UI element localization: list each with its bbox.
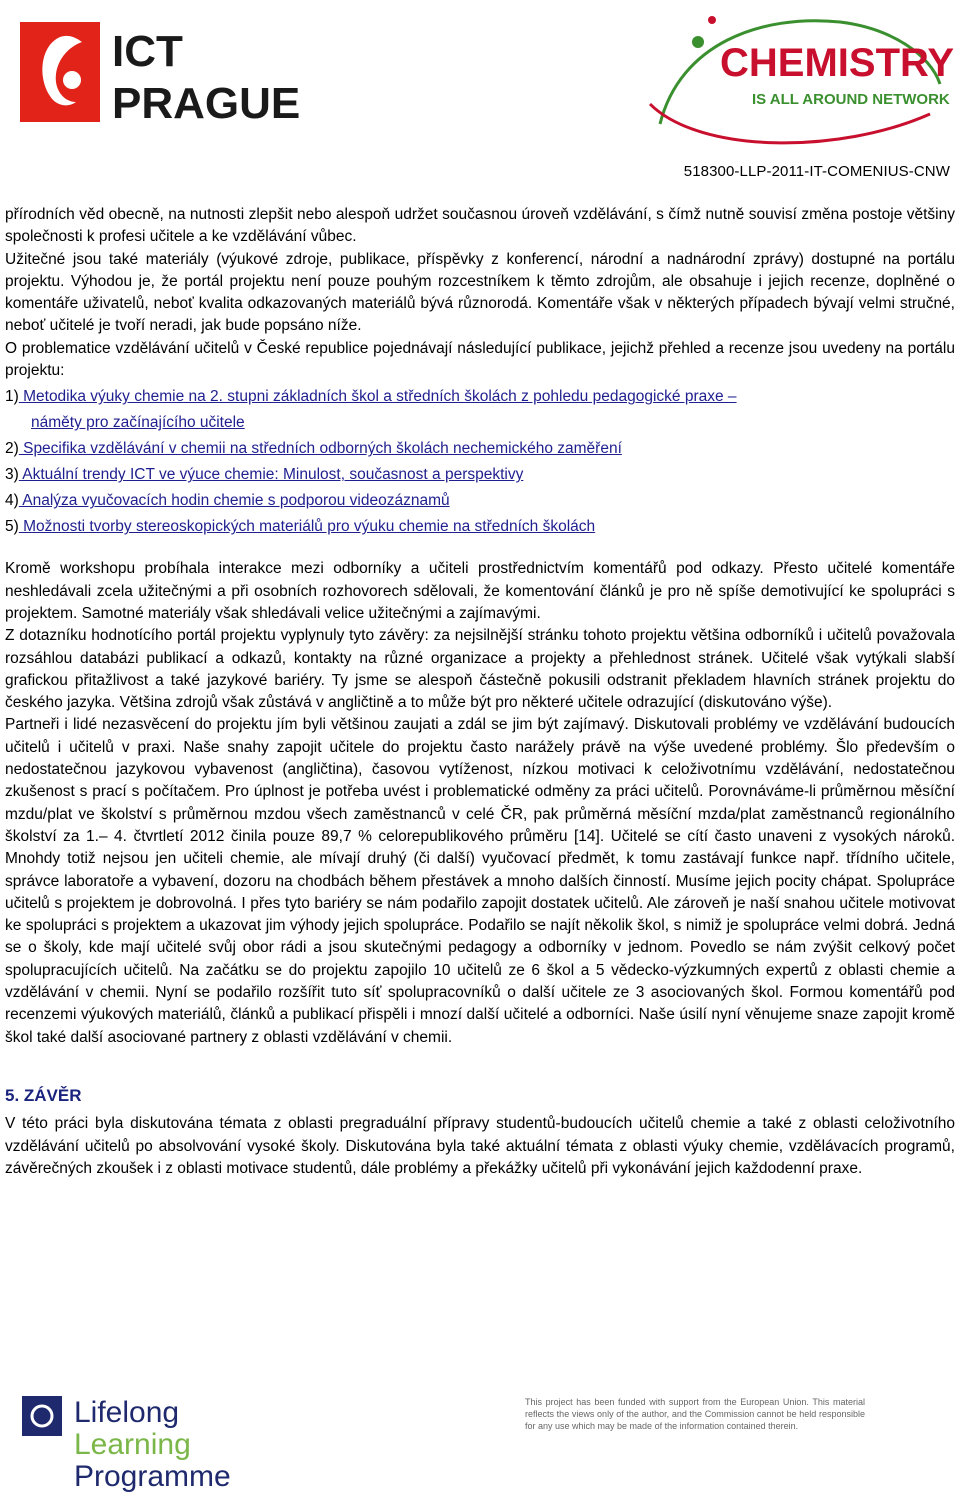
list-item — [5, 462, 955, 488]
paragraph-6: Partneři i lidé nezasvěcení do projektu jím byli většinou zaujati a zdál se jim být zajímavý. Diskutovali problémy ve vzdělávání budoucích učitelů i učitelů v praxi. Naše snahy zapojit učitele do projektu často narážely právě na výše uvedené problémy. Šlo především o nedostatečnou jazykovou vybavenost (angličtina), časovou vytíženost, nízkou motivaci k celoživotnímu vzdělávání, nedostatečnou zkušenost s prací s počítačem. Pro úplnost je potřeba uvést i problematické odměny za práci učitelů. Porovnáváme-li průměrnou měsíční mzdu/plat ve školství s průměrnou mzdou všech zaměstnanců v celé ČR, pak průměrná měsíční mzda/plat zaměstnanců regionálního školství za 1.– 4. čtvrtletí 2012 činila pouze 89,7 % celorepublikového průměru [14]. Učitelé se cítí často unaveni z vysokých nároků. Mnohdy totiž nejsou jen učiteli chemie, ale mívají druhý (či další) vyučovací předmět, k tomu zastávají funkce např. třídního učitele, správce laboratoře a vybavení, dozoru na chodbách během přestávek a mnoho dalších činností. Musíme jejich pocity chápat. Spolupráce učitelů s projektem je dobrovolná. I přes tyto bariéry se nám podařilo zapojit dostatek učitelů. Ale zároveň je naší snahou učitele motivovat ke spolupráci s projektem a ukazovat jim výhody jejich spolupráce. Podařilo se najít několik škol, s nimiž je spolupráce velmi dobrá. Jedná se o školy, kde mají učitelé svůj obor rádi a jsou skutečnými pedagogy a odborníky v jednom. Povedlo se nám zvýšit celkový počet spolupracujících učitelů. Na začátku se do projektu zapojilo 10 učitelů ze 6 škol a 5 vědecko-výzkumných expertů z oblasti chemie a vzdělávání v chemii. Nyní se podařilo rozšířit tuto síť spolupracovníků o další učitele ze 3 asociovaných škol. Formou komentářů pod recenzemi výukových materiálů, článků a publikací přispěli i mnozí další učitelé a odborníci. Naše úsilí nyní věnujeme snaze zapojit kromě škol také další asociované partnery z oblasti vzdělávání v chemii. — [5, 716, 955, 1046]
publication-link-3[interactable]: Aktuální trendy ICT ve výuce chemie: Minulost, současnost a perspektivy — [18, 466, 524, 484]
page-header — [0, 0, 960, 190]
paragraph-1: přírodních věd obecně, na nutnosti zlepšit nebo alespoň udržet současnou úroveň vzdělávání, s čímž nutně souvisí změna postoje většiny společnosti k profesi učitele a ke vzdělávání vůbec. — [5, 206, 955, 246]
publication-link-list — [5, 384, 955, 540]
chemistry-network-logo — [640, 4, 955, 154]
chem-logo-atom-small-icon — [708, 16, 716, 24]
ict-logo-drop-icon — [63, 71, 81, 89]
chem-logo-main-text: CHEMISTRY — [720, 41, 955, 85]
paragraph-7: V této práci byla diskutována témata z oblasti pregraduální přípravy studentů-budoucích učitelů chemie a také z oblasti celoživotního vzdělávání učitelů po absolvování vysoké školy. Diskutována byla také aktuální témata z oblasti výuky chemie, vzdělávacích programů, závěrečných zkoušek i z oblasti motivace studentů, dále problémy a překážky učitelů při vykonávání jejich každodenní praxe. — [5, 1115, 955, 1177]
list-item — [5, 384, 955, 436]
link-number: 1) — [5, 388, 19, 406]
chem-logo-atom-icon — [692, 36, 704, 48]
link-number: 3) — [5, 466, 19, 484]
ict-prague-logo — [20, 18, 301, 128]
eu-disclaimer: This project has been funded with support from the European Union. This material reflects the views only of the author, and the Commission cannot be held responsible for any use which may be made of the information contained therein. — [525, 1397, 865, 1431]
link-number: 4) — [5, 492, 19, 510]
paragraph-5: Z dotazníku hodnotícího portál projektu vyplynuly tyto závěry: za nejsilnější stránku tohoto projektu většina odborníků i učitelů považovala rozsáhlou databázi publikací a odkazů, kontakty na různé organizace a projekty a přehlednost stránek. Učitelé však vytýkali slabší grafickou přitažlivost a také jazykové bariéry. Ty jsme se alespoň částečně pokusili odstranit překladem hlavních stránek projektu do českého jazyka. Většina zdrojů však zůstává v angličtině a to může být pro některé učitele odrazující (diskutováno výše). — [5, 627, 955, 712]
llp-logo-line3: Programme — [74, 1460, 231, 1493]
publication-link-4[interactable]: Analýza vyučovacích hodin chemie s podporou videozáznamů — [18, 492, 450, 510]
list-item — [5, 436, 955, 462]
chem-logo-sub-text: IS ALL AROUND NETWORK — [752, 91, 950, 108]
list-item — [5, 514, 955, 540]
project-code: 518300-LLP-2011-IT-COMENIUS-CNW — [683, 163, 950, 180]
ict-logo-red-block — [20, 22, 100, 122]
llp-logo-line2: Learning — [74, 1428, 191, 1461]
paragraph-4: Kromě workshopu probíhala interakce mezi odborníky a učiteli prostřednictvím komentářů pod odkazy. Přesto učitelé komentáře neshledávali zcela užitečnými a při osobních rozhovorech sdělovali, že komentování článků je pro ně spíše demotivující ke spolupráci s projektem. Samotné materiály však shledávali velice užitečnými a zajímavými. — [5, 560, 955, 622]
paragraph-3: O problematice vzdělávání učitelů v České republice pojednávají následující publikace, jejichž přehled a recenze jsou uvedeny na portálu projektu: — [5, 339, 955, 380]
llp-logo-square-icon — [22, 1396, 62, 1436]
llp-logo-line1: Lifelong — [74, 1396, 180, 1429]
document-body — [5, 204, 955, 1180]
chem-logo-orbit-red-icon — [650, 104, 930, 143]
list-item — [5, 488, 955, 514]
publication-link-1[interactable]: Metodika výuky chemie na 2. stupni základních škol a středních školách z pohledu pedagogické praxe – — [18, 388, 737, 406]
paragraph-2: Užitečné jsou také materiály (výukové zdroje, publikace, příspěvky z konferencí, národní a nadnárodní zprávy) dostupné na portálu projektu. Výhodou je, že portál projektu není pouze pouhým rozcestníkem k těmto zdrojům, ale obsahuje i jejich recenze, doplněné o komentáře uživatelů, neboť kvalita odkazovaných materiálů bývá různorodá. Komentáře však v některých případech bývají velmi stručné, neboť učitelé je tvoří neradi, jak bude popsáno níže. — [5, 250, 955, 335]
page-footer — [0, 1384, 960, 1494]
section-heading: 5. ZÁVĚR — [5, 1085, 82, 1105]
link-number: 5) — [5, 518, 19, 536]
link-number: 2) — [5, 440, 19, 458]
publication-link-2[interactable]: Specifika vzdělávání v chemii na středních odborných školách nechemického zaměření — [18, 440, 622, 458]
spacer — [5, 540, 955, 558]
ict-logo-line1: ICT — [112, 27, 183, 76]
ict-logo-line2: PRAGUE — [112, 79, 301, 128]
lifelong-learning-programme-logo — [22, 1390, 312, 1493]
publication-link-1-continuation[interactable]: náměty pro začínajícího učitele — [31, 414, 245, 432]
publication-link-5[interactable]: Možnosti tvorby stereoskopických materiálů pro výuku chemie na středních školách — [18, 518, 596, 536]
